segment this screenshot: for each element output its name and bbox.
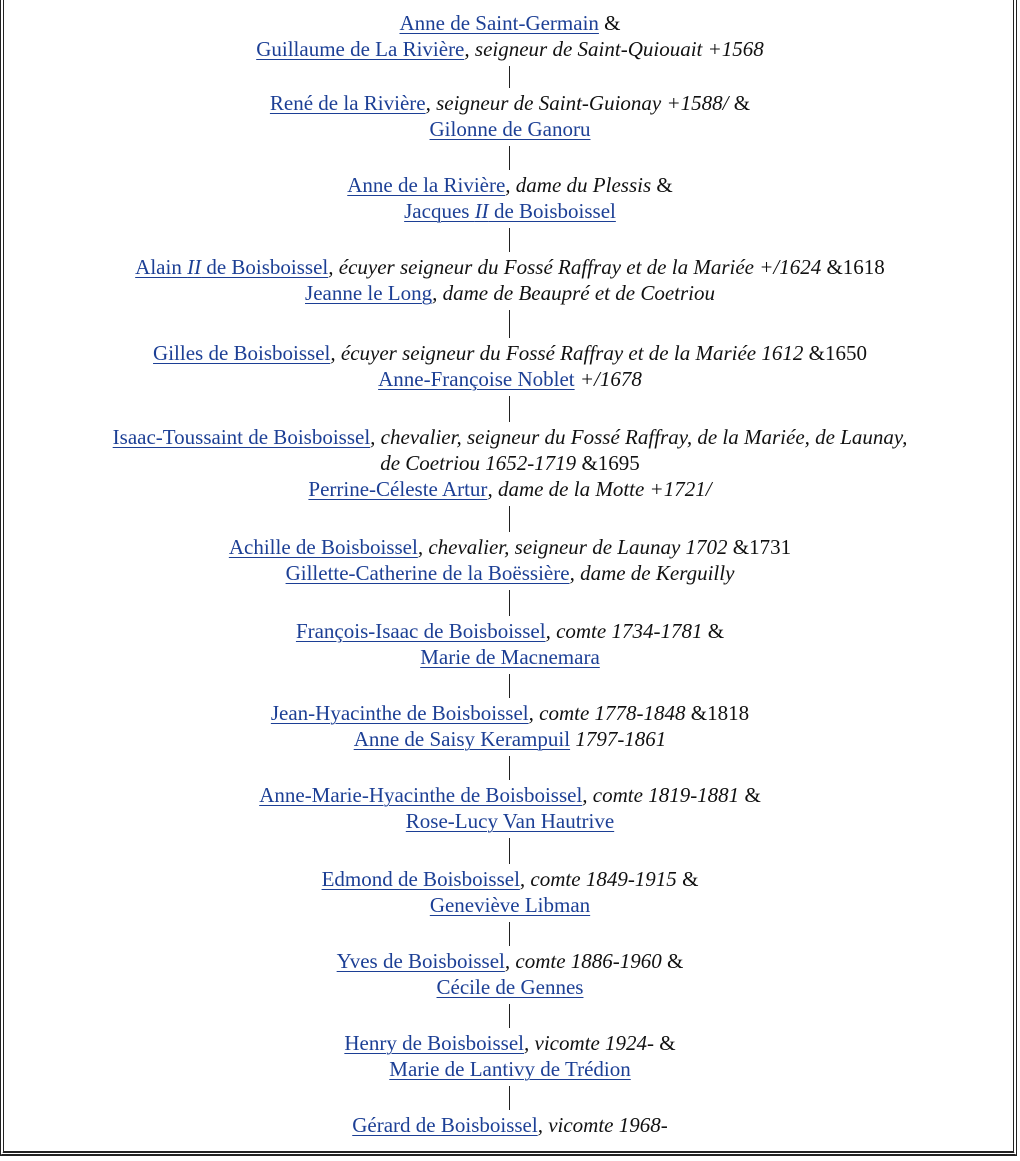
- person-line: [14, 90, 1006, 116]
- generation-block: [14, 700, 1006, 752]
- person-line: [14, 866, 1006, 892]
- generation-block: [14, 424, 1006, 502]
- person-title: , chevalier, seigneur de Launay 1702: [417, 535, 728, 559]
- person-line: [14, 10, 1006, 36]
- descent-connector: [509, 838, 510, 864]
- person-line: [14, 534, 1006, 560]
- person-line: [14, 254, 1006, 280]
- person-link[interactable]: Guillaume de La Rivière: [256, 37, 465, 61]
- person-link[interactable]: Jean-Hyacinthe de Boisboissel: [270, 701, 529, 725]
- descent-connector: [509, 1004, 510, 1028]
- person-title: , chevalier, seigneur du Fossé Raffray, de la Mariée, de Launay,: [370, 425, 908, 449]
- person-link[interactable]: Geneviève Libman: [429, 893, 591, 917]
- person-line: [14, 782, 1006, 808]
- person-title: , écuyer seigneur du Fossé Raffray et de la Mariée 1612: [330, 341, 804, 365]
- generation-block: [14, 10, 1006, 62]
- person-line: [14, 726, 1006, 752]
- person-link[interactable]: Henry de Boisboissel: [344, 1031, 524, 1055]
- person-title: , seigneur de Saint-Quiouait +1568: [464, 37, 764, 61]
- person-name-part: de Boisboissel: [201, 255, 329, 279]
- person-name-part: II: [187, 255, 202, 279]
- person-line: [14, 644, 1006, 670]
- person-link[interactable]: Gilles de Boisboissel: [153, 341, 331, 365]
- generation-block: [14, 948, 1006, 1000]
- person-title: , comte 1849-1915: [519, 867, 677, 891]
- descent-connector: [509, 146, 510, 170]
- person-title: de Coetriou 1652-1719: [380, 451, 577, 475]
- generation-block: [14, 866, 1006, 918]
- person-link[interactable]: Anne de Saisy Kerampuil: [353, 727, 571, 751]
- person-line: [14, 1112, 1006, 1138]
- marriage-mark: &1650: [803, 341, 867, 365]
- person-link[interactable]: Anne de Saint-Germain: [399, 11, 599, 35]
- person-link[interactable]: [404, 199, 616, 223]
- person-title: , comte 1778-1848: [528, 701, 686, 725]
- person-link[interactable]: Anne de la Rivière: [347, 173, 506, 197]
- person-line: [14, 366, 1006, 392]
- person-title: , comte 1819-1881: [582, 783, 740, 807]
- person-title: , dame de la Motte +1721/: [487, 477, 712, 501]
- person-line: [14, 36, 1006, 62]
- person-link[interactable]: Yves de Boisboissel: [336, 949, 505, 973]
- person-name-part: II: [474, 199, 489, 223]
- descent-connector: [509, 66, 510, 88]
- person-line: [14, 172, 1006, 198]
- person-title: , écuyer seigneur du Fossé Raffray et de la Mariée +/1624: [328, 255, 822, 279]
- person-name-part: Jacques: [404, 199, 475, 223]
- generation-block: [14, 254, 1006, 306]
- person-link[interactable]: Jeanne le Long: [305, 281, 433, 305]
- person-title: , comte 1734-1781: [545, 619, 703, 643]
- person-title: , dame de Beaupré et de Coetriou: [432, 281, 715, 305]
- person-line: [14, 340, 1006, 366]
- person-name-part: Alain: [135, 255, 188, 279]
- marriage-mark: &: [676, 867, 699, 891]
- person-link[interactable]: René de la Rivière: [269, 91, 426, 115]
- person-name-part: de Boisboissel: [488, 199, 616, 223]
- generation-block: [14, 618, 1006, 670]
- generation-block: [14, 340, 1006, 392]
- person-link[interactable]: Gillette-Catherine de la Boëssière: [285, 561, 570, 585]
- generation-block: [14, 90, 1006, 142]
- person-link[interactable]: Rose-Lucy Van Hautrive: [405, 809, 615, 833]
- marriage-mark: &: [598, 11, 621, 35]
- person-line: [14, 560, 1006, 586]
- marriage-mark: &: [728, 91, 751, 115]
- person-link[interactable]: Marie de Macnemara: [420, 645, 600, 669]
- descent-connector: [509, 674, 510, 698]
- marriage-mark: &: [702, 619, 725, 643]
- person-link[interactable]: Perrine-Céleste Artur: [308, 477, 488, 501]
- person-title: , comte 1886-1960: [504, 949, 662, 973]
- person-link[interactable]: [135, 255, 328, 279]
- person-link[interactable]: Marie de Lantivy de Trédion: [389, 1057, 631, 1081]
- person-link[interactable]: Achille de Boisboissel: [228, 535, 418, 559]
- person-title: , dame de Kerguilly: [569, 561, 735, 585]
- marriage-mark: &1618: [821, 255, 885, 279]
- person-title: , seigneur de Saint-Guionay +1588/: [425, 91, 729, 115]
- person-title: , dame du Plessis: [505, 173, 652, 197]
- person-line: [14, 808, 1006, 834]
- person-title: , vicomte 1924-: [524, 1031, 655, 1055]
- person-link[interactable]: Isaac-Toussaint de Boisboissel: [112, 425, 371, 449]
- marriage-mark: &: [661, 949, 684, 973]
- person-line: [14, 280, 1006, 306]
- marriage-mark: &: [651, 173, 673, 197]
- person-title: , vicomte 1968-: [537, 1113, 668, 1137]
- person-line: [14, 700, 1006, 726]
- descent-connector: [509, 1086, 510, 1110]
- marriage-mark: &1695: [576, 451, 640, 475]
- generation-block: [14, 172, 1006, 224]
- genealogy-tree: [14, 4, 1006, 1161]
- person-link[interactable]: François-Isaac de Boisboissel: [295, 619, 546, 643]
- person-link[interactable]: Gilonne de Ganoru: [429, 117, 591, 141]
- person-line: [14, 1056, 1006, 1082]
- generation-block: [14, 534, 1006, 586]
- marriage-mark: &: [739, 783, 761, 807]
- person-link[interactable]: Anne-Marie-Hyacinthe de Boisboissel: [259, 783, 583, 807]
- generation-block: [14, 1112, 1006, 1138]
- descent-connector: [509, 590, 510, 616]
- person-line: [14, 948, 1006, 974]
- person-line: [14, 974, 1006, 1000]
- person-line: [14, 116, 1006, 142]
- person-line: [14, 424, 1006, 450]
- descent-connector: [509, 506, 510, 532]
- person-line: [14, 1030, 1006, 1056]
- person-line: [14, 892, 1006, 918]
- descent-connector: [509, 756, 510, 780]
- person-link[interactable]: Cécile de Gennes: [436, 975, 584, 999]
- generation-block: [14, 782, 1006, 834]
- person-title: 1797-1861: [570, 727, 667, 751]
- person-line: [14, 450, 1006, 476]
- person-line: [14, 198, 1006, 224]
- person-line: [14, 476, 1006, 502]
- marriage-mark: &: [654, 1031, 676, 1055]
- marriage-mark: &1818: [685, 701, 750, 725]
- marriage-mark: &1731: [727, 535, 792, 559]
- person-link[interactable]: Edmond de Boisboissel: [321, 867, 520, 891]
- generation-block: [14, 1030, 1006, 1082]
- person-title: +/1678: [574, 367, 642, 391]
- descent-connector: [509, 922, 510, 946]
- descent-connector: [509, 228, 510, 252]
- descent-connector: [509, 310, 510, 338]
- person-link[interactable]: Gérard de Boisboissel: [352, 1113, 538, 1137]
- person-line: [14, 618, 1006, 644]
- person-link[interactable]: Anne-Françoise Noblet: [378, 367, 575, 391]
- descent-connector: [509, 396, 510, 422]
